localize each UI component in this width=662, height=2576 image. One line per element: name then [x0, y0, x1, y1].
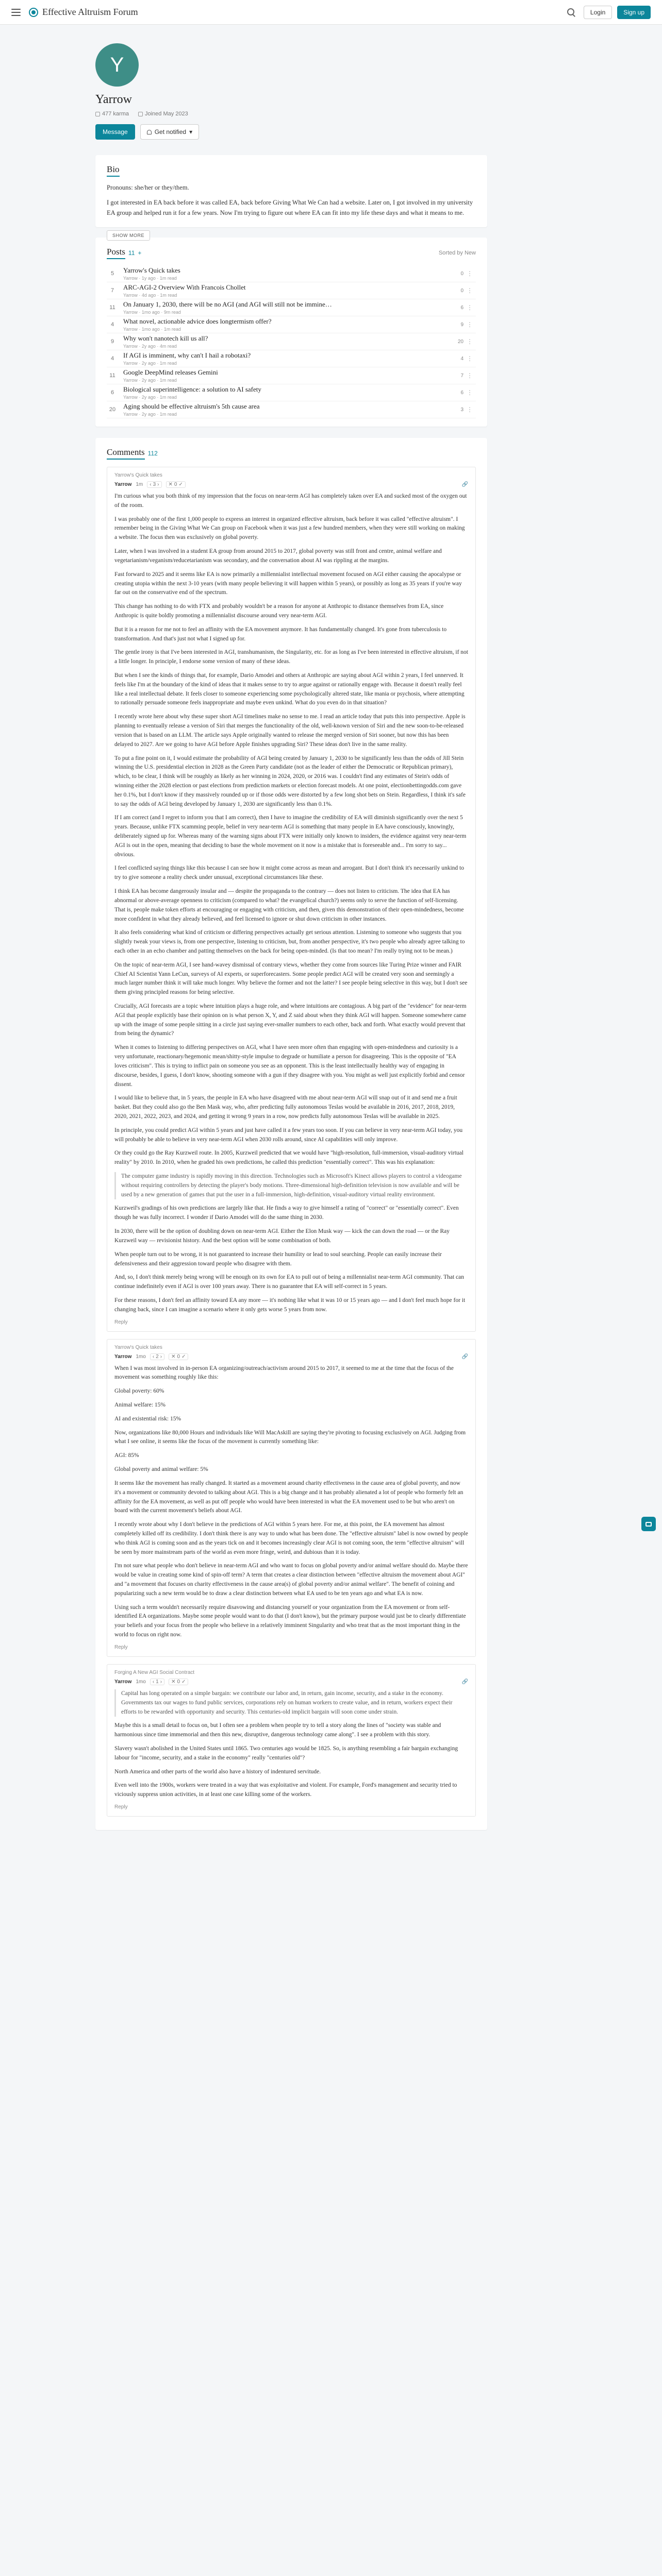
comment-paragraph: Now, organizations like 80,000 Hours and individuals like Will MacAskill are saying they're pivoting to focusing exclusively on AGI. Judging from what I see online, it seems like the focus of the movement is currently something like:: [114, 1429, 466, 1445]
comment-paragraph: It seems like the movement has really changed. It started as a movement around charity effectiveness in the cause area of global poverty, and now it's a movement or community devoted to talking about AGI. This is a big change and it has probably alienated a lot of people who formerly felt an affinity for the EA movement, as well as put off people who would have been interested in what the EA movement used to be but who aren't on board with the current movement's beliefs about AGI.: [114, 1480, 464, 1514]
chevron-down-icon: ▾: [189, 128, 193, 135]
joined-stat: Joined May 2023: [138, 111, 188, 117]
reply-button[interactable]: Reply: [114, 1319, 128, 1325]
comment-paragraph: I think EA has become dangerously insular and — despite the propaganda to the contrary — does not listen to criticism. The idea that EA has abnormal or above-average openness to criticism (compared to what? the evangelical church?) seems only to serve the function of self-licensing. That is, people make token efforts at encouraging or engaging with criticism, and then, given this demonstration of their open-mindedness, become more confident in what they already believed, and feel licensed to ignore or shut down criticism in other instances.: [114, 888, 464, 922]
post-title-link[interactable]: On January 1, 2030, there will be no AGI (and AGI will still not be immine…: [123, 300, 332, 308]
comment-paragraph: I recently wrote here about why these super short AGI timelines make no sense to me. I read an article today that puts this into perspective. Apple is planning to eventually release a version of Siri that merges the functionality of the old, well-known version of Siri and the new soon-to-be-released version that is based on an LLM. The article says Apple originally wanted to release the merged version of Siri sooner, but now this has been delayed to 2027. Are we going to have AGI before Apple finishes upgrading Siri? These ideas don't live in the same reality.: [114, 714, 466, 748]
posts-count: 11: [128, 249, 135, 257]
intercom-chat-button[interactable]: [641, 1517, 656, 1531]
vote-up-icon[interactable]: ›: [157, 482, 159, 487]
comment-age: 1m: [136, 482, 143, 487]
search-icon[interactable]: [567, 8, 575, 16]
post-karma: 5: [110, 270, 114, 277]
reply-button[interactable]: Reply: [114, 1644, 128, 1650]
comment-paragraph: I would like to believe that, in 5 years, the people in EA who have disagreed with me about near-term AGI will snap out of it and send me a fruit basket. But they could also go the Ben Mask way, who, after predicting fully autonomous Teslas would be available in 2016, 2017, 2018, 2019, 2020, 2021, 2022, 2023, and 2024, and getting it wrong 9 years in a row, now predicts fully autonomous Teslas will be available in 2025.: [114, 1095, 457, 1120]
comment-paragraph: AGI: 85%: [114, 1452, 139, 1459]
post-comment-count[interactable]: 6: [460, 304, 464, 311]
comment-paragraph: Slavery wasn't abolished in the United States until 1865. Two centuries ago would be 1825. So, is anything resembling a fair bargain exchanging labour for "income, security, and a stake in the economy" really "centuries old"?: [114, 1745, 458, 1761]
comment-meta: [114, 481, 468, 488]
comment-paragraph: Fast forward to 2025 and it seems like EA is now primarily a millennialist intellectual movement focused on AGI either causing the apocalypse or creating utopia within the next 3-10 years (with many people believing it will happen within 5 years), or possibly as long as 35 years if you're way far out on the conservative end of the spectrum.: [114, 571, 462, 596]
posts-section: [95, 238, 487, 427]
profile-header: [95, 25, 487, 140]
post-meta: Yarrow · 2y ago · 1m read: [123, 361, 177, 366]
post-karma: 11: [109, 304, 115, 311]
post-row[interactable]: [107, 316, 476, 333]
comment-paragraph: I'm curious what you both think of my impression that the focus on near-term AGI has completely taken over EA and sucked most of the oxygen out of the room.: [114, 493, 467, 509]
post-karma: 7: [110, 287, 114, 294]
comment-paragraph: Global poverty and animal welfare: 5%: [114, 1466, 208, 1473]
post-meta: Yarrow · 2y ago · 4m read: [123, 344, 177, 349]
bio-paragraph: Pronouns: she/her or they/them.: [107, 184, 189, 191]
post-title-link[interactable]: If AGI is imminent, why can't I hail a robotaxi?: [123, 351, 251, 359]
comment-paragraph: Animal welfare: 15%: [114, 1402, 166, 1408]
post-body: [118, 317, 444, 332]
message-button[interactable]: Message: [95, 124, 135, 140]
post-comment-count[interactable]: 9: [460, 321, 464, 328]
comment-paragraph: Or they could go the Ray Kurzweil route. In 2005, Kurzweil predicted that we would have "high-resolution, full-immersion, visual-auditory virtual reality" by 2010. In 2010, when he graded his own predictions, he called this prediction "essentially correct". This was his explanation:: [114, 1150, 464, 1166]
comment-body: [114, 1689, 468, 1800]
post-row[interactable]: [107, 401, 476, 418]
more-options-icon[interactable]: ⋮: [467, 270, 473, 277]
comment-post-title[interactable]: Yarrow's Quick takes: [114, 472, 162, 478]
post-meta: Yarrow · 2y ago · 1m read: [123, 378, 177, 383]
chat-icon: [646, 1522, 652, 1527]
site-logo-icon[interactable]: [29, 8, 38, 17]
post-comment-count[interactable]: 0: [460, 287, 464, 294]
link-icon[interactable]: 🔗: [461, 1679, 468, 1685]
post-title-link[interactable]: Yarrow's Quick takes: [123, 266, 180, 274]
karma-icon: [95, 112, 100, 116]
post-body: [118, 368, 444, 383]
karma-vote[interactable]: [150, 1679, 164, 1685]
comment-paragraph: In principle, you could predict AGI within 5 years and just have called it a few years too soon. If you can believe in very near-term AGI today, you will probably be able to believe in very near-term AGI when 2030 rolls around, since AI capabilities will only improve.: [114, 1127, 463, 1143]
more-options-icon[interactable]: ⋮: [467, 372, 473, 379]
more-options-icon[interactable]: ⋮: [467, 321, 473, 328]
more-options-icon[interactable]: ⋮: [467, 406, 473, 413]
avatar: Y: [95, 43, 139, 87]
post-karma: 6: [110, 389, 114, 396]
post-karma: 4: [110, 321, 114, 328]
comment-paragraph: But it is a reason for me not to feel an affinity with the EA movement anymore. It has fundamentally changed. It's gone from tuberculosis to transformation. And that's just not what I signed up for.: [114, 626, 447, 642]
more-options-icon[interactable]: ⋮: [467, 355, 473, 362]
post-meta: Yarrow · 4d ago · 1m read: [123, 293, 177, 298]
post-body: [118, 266, 444, 281]
comment-paragraph: But when I see the kinds of things that, for example, Dario Amodei and others at Anthropic are saying about AGI within 2 years, I feel unnerved. It feels like I'm at the boundary of the kind of ideas that it makes sense to try to argue against or rationally engage with. Because it doesn't really feel like a real intellectual debate. It feels closer to someone experiencing some psychologically altered state, like mania or psychosis, where attempting to rationally persuade someone feels inappropriate and maybe even unkind. What do you even do in that situation?: [114, 672, 465, 706]
comment-paragraph: This change has nothing to do with FTX and probably wouldn't be a reason for anyone at Anthropic to distance themselves from EA, since Anthropic is quite boldly promoting a millennialist discourse around very near-term AGI.: [114, 603, 444, 619]
post-meta: Yarrow · 1y ago · 1m read: [123, 276, 177, 281]
post-comment-count[interactable]: 4: [460, 355, 464, 362]
post-row[interactable]: [107, 350, 476, 367]
more-options-icon[interactable]: ⋮: [467, 389, 473, 396]
comment-meta: [114, 1353, 468, 1360]
agree-vote[interactable]: [166, 481, 186, 488]
comment-paragraph: I feel conflicted saying things like this because I can see how it might come across as mean and arrogant. But I don't think it's necessarily unkind to try to give someone a reality check under unusual, exceptional circumstances like these.: [114, 865, 464, 881]
comment-body: [114, 492, 468, 1315]
comments-section: [95, 438, 487, 1830]
comment-paragraph: Even well into the 1900s, workers were treated in a way that was exploitative and violent. For example, Ford's management and security tried to viciously suppress union activities, in at least one case killing some of the workers.: [114, 1782, 457, 1798]
comment-paragraph: If I am correct (and I regret to inform you that I am correct), then I have to imagine the credibility of EA will diminish significantly over the next 5 years. Because, unlike FTX scamming people, belief in very near-term AGI is something that many people in EA have consciously, knowingly, deliberately signed up for. Whereas many of the warning signs about FTX were initially only known to insiders, the evidence against very near-term AGI is out in the open, meaning that deciding to base the whole movement on it now is a mistake that is foreseeable and... I'm sorry to say... obvious.: [114, 815, 467, 858]
post-body: [118, 351, 444, 366]
comment-paragraph: AI and existential risk: 15%: [114, 1415, 181, 1422]
comment-age: 1mo: [136, 1679, 146, 1685]
post-meta: Yarrow · 1mo ago · 1m read: [123, 327, 181, 332]
post-title-link[interactable]: Biological superintelligence: a solution to AI safety: [123, 385, 261, 393]
vote-up-icon[interactable]: ›: [160, 1353, 162, 1360]
bio-section: [95, 155, 487, 239]
profile-name: Yarrow: [95, 93, 132, 106]
karma-stat: 477 karma: [95, 111, 129, 117]
comment-body: [114, 1364, 468, 1640]
comment-post-title[interactable]: Yarrow's Quick takes: [114, 1344, 162, 1350]
comment-post-title[interactable]: Forging A New AGI Social Contract: [114, 1669, 195, 1675]
more-options-icon[interactable]: ⋮: [467, 287, 473, 294]
link-icon[interactable]: 🔗: [461, 482, 468, 487]
add-icon[interactable]: +: [138, 249, 142, 257]
disagree-icon[interactable]: ✕: [171, 1353, 176, 1360]
comment-paragraph: On the topic of near-term AGI, I see hand-wavey dismissal of contrary views, whether they come from sources like Turing Prize winner and FAIR Chief AI Scientist Yann LeCun, surveys of AI experts, or superforecasters. Some people predict AGI will be created very soon and seemingly a much larger number think it will take much longer. Why believe the former and not the latter? I see people being selective in this way, but I don't see them giving principled reasons for being selective.: [114, 961, 468, 996]
disagree-icon[interactable]: ✕: [168, 482, 173, 487]
vote-down-icon[interactable]: ‹: [150, 482, 152, 487]
post-comment-count[interactable]: 7: [460, 372, 464, 379]
login-button[interactable]: Login: [584, 6, 612, 19]
post-title-link[interactable]: Google DeepMind releases Gemini: [123, 368, 218, 376]
agree-vote[interactable]: [169, 1353, 188, 1360]
comment-paragraph: Crucially, AGI forecasts are a topic where intuition plays a huge role, and where intuitions are contagious. A big part of the "evidence" for near-term AGI that people explicitly base their opinion on is what person X, Y, and Z said about when they think AGI will happen. Someone somewhere came up with the image of some people sitting in a circle just saying ever-smaller numbers to each other, back and forth. What exactly would prevent that from being the dynamic?: [114, 1003, 467, 1037]
karma-score: 2: [156, 1353, 159, 1360]
comment-paragraph: I recently wrote about why I don't believe in the predictions of AGI within 5 years here. For me, at this point, the EA movement has almost completely killed off its credibility. I don't think there is any way to undo what has been done. The "effective altruism" label is now owned by people who think AGI is coming soon and as the years tick on and it becomes increasingly clear AGI is not coming soon, the term "effective altruism" will be seen by more mainstream parts of the world as even more fringe, weird, and dubious than it is today.: [114, 1521, 468, 1555]
comment-author[interactable]: Yarrow: [114, 1679, 132, 1685]
signup-button[interactable]: Sign up: [617, 6, 651, 19]
comment-paragraph: When people turn out to be wrong, it is not guaranteed to increase their humility or lead to soul searching. People can easily increase their defensiveness and their aggression toward people who disagree with them.: [114, 1251, 442, 1267]
post-title-link[interactable]: ARC-AGI-2 Overview With Francois Chollet: [123, 283, 246, 291]
comment-paragraph: The gentle irony is that I've been interested in AGI, transhumanism, the Singularity, etc. for as long as I've been interested in effective altruism, if not a little longer. In principle, I endorse some version of many of these ideas.: [114, 649, 468, 665]
menu-icon[interactable]: [11, 9, 21, 16]
agree-icon[interactable]: ✓: [181, 1679, 186, 1685]
disagree-icon[interactable]: ✕: [171, 1679, 176, 1685]
post-meta: Yarrow · 2y ago · 1m read: [123, 395, 177, 400]
vote-down-icon[interactable]: ‹: [152, 1353, 155, 1360]
comment-thread: [107, 467, 476, 1332]
comments-count: 112: [147, 450, 158, 457]
post-comment-count[interactable]: 20: [457, 338, 464, 345]
post-row[interactable]: [107, 282, 476, 299]
comment-author[interactable]: Yarrow: [114, 1353, 132, 1360]
bell-icon: [147, 130, 152, 134]
comment-paragraph: Kurzweil's gradings of his own predictions are largely like that. He finds a way to give himself a rating of "correct" or "essentially correct". Even though he was fully incorrect. I wonder if Dario Amodei will do the same thing in 2030.: [114, 1205, 459, 1221]
post-title-link[interactable]: Why won't nanotech kill us all?: [123, 334, 208, 342]
comment-paragraph: When it comes to listening to differing perspectives on AGI, what I have seen more often than engaging with open-mindedness and curiosity is a very unfortunate, reactionary/hegemonic mean/shitty-style impulse to degrade or humiliate a person for disagreeing. This is the opposite of "EA loves criticism". This is trying to inflict pain on someone you see as an opponent. This is the least intellectually healthy way of engaging in discourse, besides, I guess, I don't know, shooting someone with a gun if they disagree with you. You might as well just explicitly forbid and censor dissent.: [114, 1044, 465, 1088]
post-row[interactable]: [107, 384, 476, 401]
post-body: [118, 283, 444, 298]
post-karma: 9: [110, 338, 114, 345]
post-row[interactable]: [107, 367, 476, 384]
comment-paragraph: Global poverty: 60%: [114, 1388, 164, 1395]
comment-paragraph: I'm not sure what people who don't believe in near-term AGI and who want to focus on global poverty and/or animal welfare should do. Maybe there would be value in creating some kind of spin-off term? A term that creates a clear distinction between "effective altruism the movement about AGI" and "a movement that focuses on charity effectiveness in the cause area(s) of global poverty and/or animal welfare". The benefit of coining and popularizing such a new term would be to draw a clear distinction between what EA used to be ten years ago and what EA is now.: [114, 1563, 468, 1597]
agree-score: 0: [177, 1353, 180, 1360]
comment-age: 1mo: [136, 1353, 146, 1360]
agree-icon[interactable]: ✓: [181, 1353, 186, 1360]
comment-paragraph: I was probably one of the first 1,000 people to express an interest in organized effective altruism, back before it was called "effective altruism". I remember being in the Giving What We Can group on Facebook when it was just a few hundred members, when they were still working on making a website. The focus then was exclusively on global poverty.: [114, 516, 465, 541]
comment-thread: [107, 1664, 476, 1817]
site-title[interactable]: Effective Altruism Forum: [42, 7, 138, 17]
bio-paragraph: I got interested in EA back before it was called EA, back before Giving What We Can had a website. Later on, I got involved in my university EA group and helped run it for a few years. Now I'm trying to figure out where EA can fit into my life these days and what it means to me.: [107, 199, 473, 216]
post-title-link[interactable]: Aging should be effective altruism's 5th cause area: [123, 402, 260, 410]
agree-icon[interactable]: ✓: [178, 482, 183, 487]
karma-score: 1: [156, 1679, 159, 1685]
post-comment-count[interactable]: 0: [460, 270, 464, 277]
karma-score: 3: [153, 482, 156, 487]
karma-vote[interactable]: [147, 481, 161, 488]
calendar-icon: [138, 112, 143, 116]
post-row[interactable]: [107, 265, 476, 282]
posts-title: Posts: [107, 247, 125, 259]
agree-score: 0: [177, 1679, 180, 1685]
comment-paragraph: To put a fine point on it, I would estimate the probability of AGI being created by January 1, 2030 to be significantly less than the odds of Jill Stein winning the U.S. presidential election in 2028 as the Green Party candidate (not as the leader of either the Democratic or Republican primary), which, to be clear, I think will be roughly as likely as her winning in 2024, 2020, or 2016 was. I couldn't find any estimates of Stein's odds of winning either the 2028 election or past elections from prediction markets or election forecast models. At one point, electionbettingodds.com gave her 0.1%, but I don't know if they massively rounded up or if those odds were distorted by a few long shot bets on Stein. Regardless, I think it's safe to say the odds of AGI being developed by January 1, 2030 are significantly less than 0.1%.: [114, 755, 466, 807]
post-body: [118, 334, 444, 349]
comment-paragraph: North America and other parts of the world also have a history of indentured servitude.: [114, 1768, 321, 1775]
more-options-icon[interactable]: ⋮: [467, 304, 473, 311]
link-icon[interactable]: 🔗: [461, 1353, 468, 1360]
post-comment-count[interactable]: 3: [460, 406, 464, 413]
comment-paragraph: Maybe this is a small detail to focus on, but I often see a problem when people try to tell a story along the lines of "society was stable and harmonious since time immemorial and then this new, disruptive, dangerous technology came along". I see a problem with this story.: [114, 1722, 441, 1738]
top-bar: [0, 0, 662, 25]
post-karma: 4: [110, 355, 114, 362]
comment-quote: Capital has long operated on a simple bargain: we contribute our labor and, in return, gain income, security, and a stake in the economy. Governments tax our wages to fund public services, corporations rely on human workers to create value, and in return, workers expect their efforts to be rewarded with opportunity and security. This centuries-old implicit bargain will soon come under strain.: [114, 1689, 468, 1717]
vote-up-icon[interactable]: ›: [160, 1679, 162, 1685]
comment-thread: [107, 1339, 476, 1657]
comment-paragraph: For these reasons, I don't feel an affinity toward EA any more — it's nothing like what it was 10 or 15 years ago — and I don't feel much hope for it changing back, since I can imagine a scenario where it only gets worse 5 years from now.: [114, 1297, 466, 1313]
comment-meta: [114, 1679, 468, 1685]
post-karma: 11: [109, 372, 115, 379]
bio-title: Bio: [107, 164, 120, 177]
comment-author[interactable]: Yarrow: [114, 482, 132, 487]
get-notified-button[interactable]: Get notified ▾: [140, 124, 199, 140]
post-row[interactable]: [107, 333, 476, 350]
post-row[interactable]: [107, 299, 476, 316]
comment-paragraph: It also feels considering what kind of criticism or differing perspectives actually get serious attention. Listening to someone who suggests that you slightly tweak your views is, from one perspective, listening to criticism, but, from another perspective, it's two people who already agree talking to each other in an echo chamber and patting themselves on the back for being open-minded. (Is that too mean? I'm really trying not to be mean.): [114, 929, 465, 954]
post-meta: Yarrow · 2y ago · 1m read: [123, 412, 177, 417]
post-meta: Yarrow · 1mo ago · 9m read: [123, 310, 181, 315]
sort-dropdown[interactable]: Sorted by New: [438, 250, 476, 256]
post-title-link[interactable]: What novel, actionable advice does longtermism offer?: [123, 317, 272, 325]
comment-paragraph: And, so, I don't think merely being wrong will be enough on its own for EA to pull out of being a millennialist near-term AGI community. That can continue indefinitely even if AGI is over 100 years away. There is no guarantee that EA will self-correct in 5 years.: [114, 1274, 464, 1290]
vote-down-icon[interactable]: ‹: [152, 1679, 155, 1685]
comment-paragraph: When I was most involved in in-person EA organizing/outreach/activism around 2015 to 2017, it seemed to me at the time that the focus of the movement was something roughly like this:: [114, 1365, 454, 1381]
agree-score: 0: [174, 482, 177, 487]
post-karma: 20: [109, 406, 116, 413]
more-options-icon[interactable]: ⋮: [467, 338, 473, 345]
comment-quote: The computer game industry is rapidly moving in this direction. Technologies such as Microsoft's Kinect allows players to control a videogame without requiring controllers by detecting the player's body motions. Three-dimensional high-definition television is now available and will be used by a new generation of games that put the user in a full-immersion, high-definition, visual-auditory virtual reality environment.: [114, 1172, 468, 1199]
comments-title: Comments: [107, 447, 145, 460]
comment-paragraph: In 2030, there will be the option of doubling down on near-term AGI. Either the Elon Musk way — kick the can down the road — or the Ray Kurzweil way — revisionist history. And the best option will be some combination of both.: [114, 1228, 450, 1244]
post-body: [118, 402, 444, 417]
post-body: [118, 385, 444, 400]
reply-button[interactable]: Reply: [114, 1804, 128, 1810]
karma-vote[interactable]: [150, 1353, 164, 1360]
comment-paragraph: Later, when I was involved in a student EA group from around 2015 to 2017, global poverty was still front and centre, animal welfare and vegetarianism/veganism/reducetarianism was secondary, and the conversation about AI was rippling at the margins.: [114, 548, 442, 564]
comment-paragraph: Using such a term wouldn't necessarily require disavowing and distancing yourself or your organization from the EA movement or from self-identified EA organizations. Maybe some people would want to do that (I don't know), but the primary purpose would just be to clearly differentiate your beliefs and your focus from the people who believe in a relatively imminent Singularity and who treat that as the most important thing in the world to focus on right now.: [114, 1604, 466, 1638]
show-more-button[interactable]: SHOW MORE: [107, 230, 150, 241]
agree-vote[interactable]: [169, 1679, 188, 1685]
post-body: [118, 300, 444, 315]
post-comment-count[interactable]: 6: [460, 389, 464, 396]
